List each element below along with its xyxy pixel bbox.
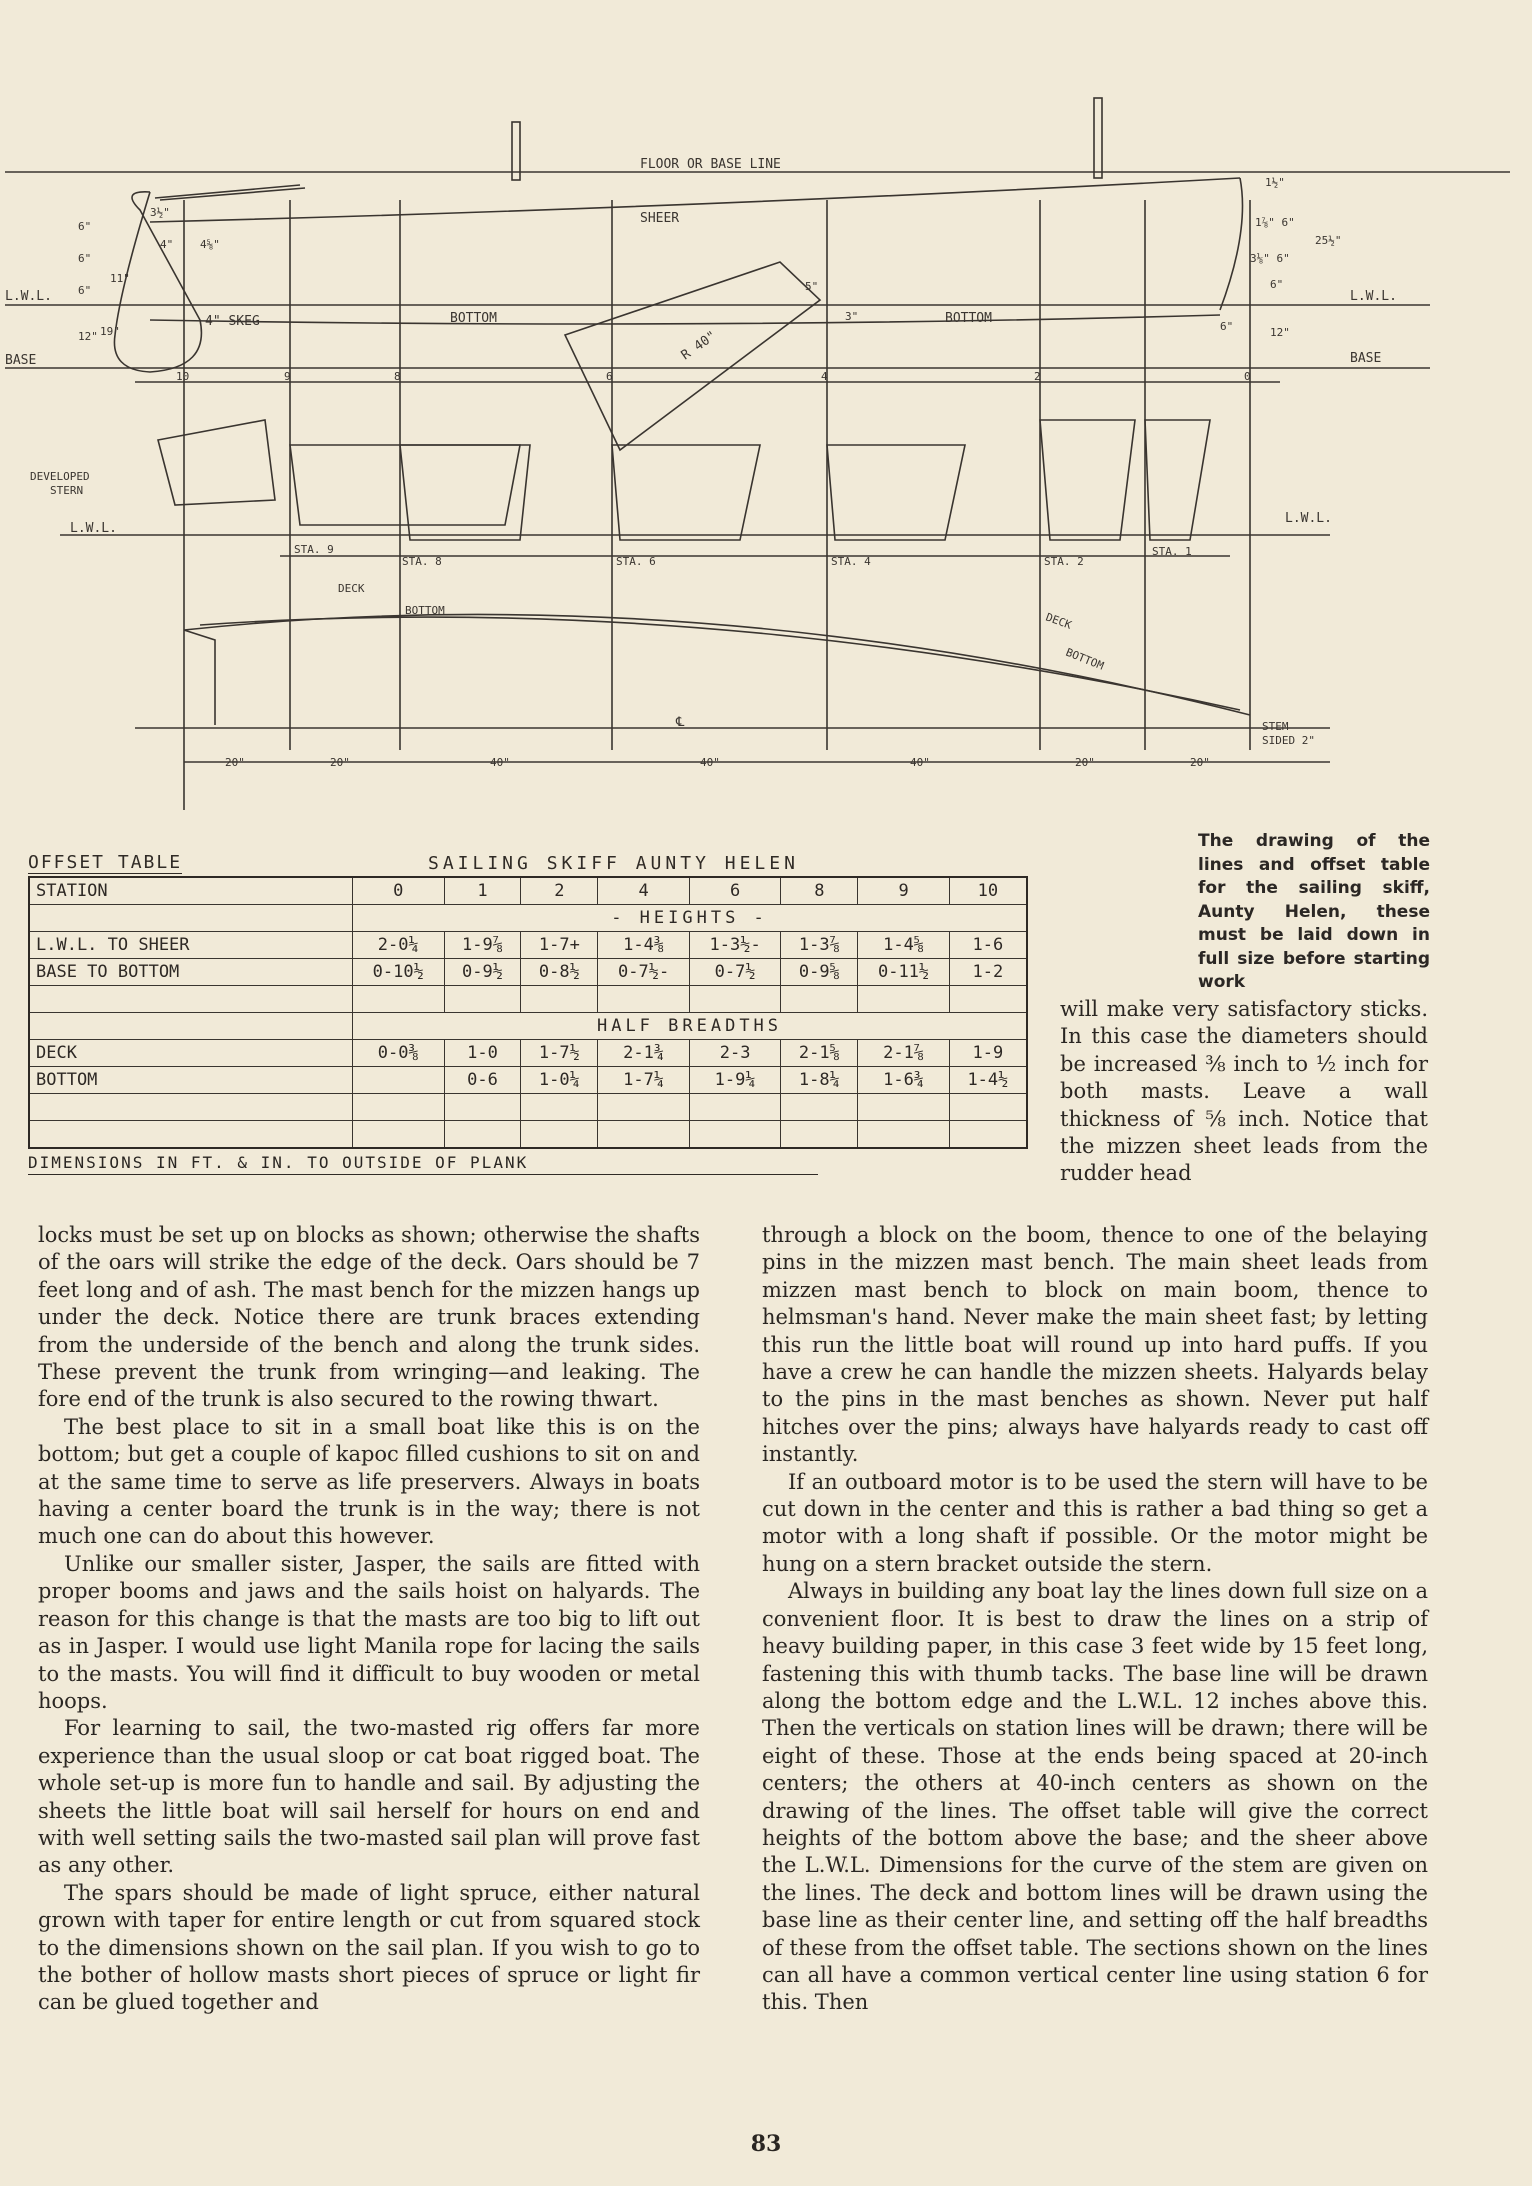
table-cell: 1-3½- (689, 932, 781, 959)
paragraph: The best place to sit in a small boat like this is on the bottom; but get a couple of kapoc filled cushions to sit on and at the same time to serve as life preservers. Always in boats having a center board the trunk is in the way; there is not much one can do about this however. (38, 1414, 700, 1549)
table-cell: 0-7½- (598, 959, 690, 986)
spacing-7: 20" (1190, 756, 1210, 769)
table-header-cell: 0 (353, 877, 445, 905)
label-bottom-aft: BOTTOM (945, 311, 992, 326)
table-cell: 2-3 (689, 1040, 781, 1067)
dim-right-5: 25½" (1315, 234, 1342, 247)
tiller (155, 185, 300, 198)
table-band-row (29, 1013, 1027, 1040)
label-sta1: STA. 1 (1152, 545, 1192, 558)
table-cell: 0-10½ (353, 959, 445, 986)
label-sta2: STA. 2 (1044, 555, 1084, 568)
text-column-narrow (1060, 996, 1428, 1188)
paragraph: locks must be set up on blocks as shown; otherwise the shafts of the oars will strike the edge of the deck. Oars should be 7 feet long and of ash. The mast bench for the mizzen hangs up under the deck. Notice there are trunk braces extending from the underside of the bench and along the trunk sides. These prevent the trunk from wringing—and leaking. The fore end of the trunk is also secured to the rowing thwart. (38, 1223, 700, 1412)
table-cell: 0-8½ (521, 959, 598, 986)
paragraph: The spars should be made of light spruce, either natural grown with taper for entire length or cut from squared stock to the dimensions shown on the sail plan. If you wish to go to the bother of hollow masts short pieces of spruce or light fir can be glued together and (38, 1880, 700, 2015)
dim-left-2: 6" (78, 252, 92, 265)
table-cell: 0-11½ (858, 959, 950, 986)
table-cell: 2-1⅞ (858, 1040, 950, 1067)
offset-table-boat-name: SAILING SKIFF AUNTY HELEN (428, 853, 799, 874)
station-label-2: 2 (1034, 370, 1041, 383)
station-label-10: 10 (176, 370, 190, 383)
table-cell (353, 1067, 445, 1094)
offset-table-block (28, 850, 1028, 1175)
table-cell: 1-8¼ (781, 1067, 858, 1094)
table-cell: 1-9¼ (689, 1067, 781, 1094)
paragraph: through a block on the boom, thence to one of the belaying pins in the mizzen mast bench. The main sheet leads from mizzen mast bench to block on main boom, thence to helmsman's hand. Never make the main sheet fast; by letting this run the little boat will round up into hard puffs. If you have a crew he can handle the mizzen sheets. Halyards belay to the pins in the mast benches as shown. Never put half hitches over the pins; always have halyards ready to cast off instantly. (762, 1223, 1428, 1467)
sheer-line (150, 178, 1240, 222)
label-sheer: SHEER (640, 211, 680, 226)
spacing-6: 20" (1075, 756, 1095, 769)
station-label-8: 8 (394, 370, 401, 383)
section-1 (1145, 420, 1210, 540)
offset-table (28, 876, 1028, 1149)
mizzen-mast-stub (1094, 98, 1102, 178)
table-cell: 0-9⅝ (781, 959, 858, 986)
section-6 (612, 445, 760, 540)
table-header-cell: 9 (858, 877, 950, 905)
offset-table-title: OFFSET TABLE (28, 852, 183, 873)
dim-right-3: 3⅛" 6" (1250, 252, 1290, 265)
station-label-6: 6 (606, 370, 613, 383)
spacing-3: 40" (490, 756, 510, 769)
section-4 (827, 445, 965, 540)
table-blank-row (29, 986, 1027, 1013)
table-cell: 1-4⅝ (858, 932, 950, 959)
dim-right-9: 3" (845, 310, 859, 323)
label-bottom-fwd: BOTTOM (450, 311, 497, 326)
table-cell: 1-4⅜ (598, 932, 690, 959)
table-row (29, 1067, 1027, 1094)
paragraph: Unlike our smaller sister, Jasper, the sails are fitted with proper booms and jaws and the sails hoist on halyards. The reason for this change is that the masts are too big to lift out as in Jasper. I would use light Manila rope for lacing the sails to the masts. You will find it difficult to buy wooden or metal hoops. (38, 1551, 700, 1713)
dim-right-6: 12" (1270, 326, 1290, 339)
label-lwl-left: L.W.L. (5, 289, 52, 304)
dim-right-1: 1½" (1265, 176, 1285, 189)
table-header-cell: 6 (689, 877, 781, 905)
label-bottom-plan: BOTTOM (405, 604, 445, 617)
transom (1220, 178, 1243, 310)
table-row-label: BOTTOM (29, 1067, 353, 1094)
dim-left-9: 3½" (150, 206, 170, 219)
label-body-lwl: L.W.L. (70, 521, 117, 536)
dim-left-6: 4" (160, 238, 174, 251)
table-cell: 2-0¼ (353, 932, 445, 959)
label-sta9: STA. 9 (294, 543, 334, 556)
label-r40: R 40" (678, 328, 720, 364)
table-cell: 1-9 (949, 1040, 1027, 1067)
section-2 (1040, 420, 1135, 540)
half-breadths-band-label: HALF BREADTHS (353, 1013, 1028, 1040)
text-column-right (762, 1222, 1428, 2017)
table-cell: 1-7½ (521, 1040, 598, 1067)
paragraph: will make very satisfactory sticks. In this case the diameters should be increased ⅜ inch to ½ inch for both masts. Leave a wall thickness of ⅝ inch. Notice that the mizzen sheet leads from the rudder head (1060, 997, 1428, 1186)
table-row (29, 959, 1027, 986)
spacing-4: 40" (700, 756, 720, 769)
dim-left-7: 4⅝" (200, 238, 220, 251)
table-cell: 2-1⅝ (781, 1040, 858, 1067)
label-sta6: STA. 6 (616, 555, 656, 568)
heights-band-label: - HEIGHTS - (353, 905, 1028, 932)
label-developed-2: STERN (50, 484, 84, 497)
label-body-lwl-right: L.W.L. (1285, 511, 1332, 526)
label-floor-base-line: FLOOR OR BASE LINE (640, 157, 781, 172)
text-column-left (38, 1222, 700, 2017)
table-cell: 0-6 (444, 1067, 521, 1094)
page-number: 83 (750, 2131, 782, 2157)
table-row (29, 1040, 1027, 1067)
station-label-4: 4 (821, 370, 828, 383)
table-blank-row (29, 1094, 1027, 1121)
table-cell: 0-7½ (689, 959, 781, 986)
spacing-2: 20" (330, 756, 350, 769)
dim-right-8: 5" (805, 280, 819, 293)
label-deck-curve: DECK (1043, 610, 1074, 632)
table-row (29, 932, 1027, 959)
table-cell: 1-3⅞ (781, 932, 858, 959)
dim-left-8: 19" (100, 325, 120, 338)
table-header-cell: 10 (949, 877, 1027, 905)
table-cell: 1-9⅞ (444, 932, 521, 959)
label-sta8: STA. 8 (402, 555, 442, 568)
table-cell: 1-6 (949, 932, 1027, 959)
table-cell: 0-9½ (444, 959, 521, 986)
paragraph: If an outboard motor is to be used the stern will have to be cut down in the center and this is rather a bad thing so get a motor with a long shaft if possible. Or the motor might be hung on a stern bracket outside the stern. (762, 1469, 1428, 1576)
offset-table-heading (28, 850, 1028, 876)
table-header-cell: STATION (29, 877, 353, 905)
dim-right-4: 6" (1270, 278, 1284, 291)
spacing-5: 40" (910, 756, 930, 769)
table-header-cell: 1 (444, 877, 521, 905)
dim-left-4: 12" (78, 330, 98, 343)
table-row-label: DECK (29, 1040, 353, 1067)
paragraph: For learning to sail, the two-masted rig offers far more experience than the usual sloop or cat boat rigged boat. The whole set-up is more fun to handle and sail. By adjusting the sheets the little boat will sail herself for hours on end and with well setting sails the two-masted sail plan will prove fast as any other. (38, 1716, 700, 1878)
table-cell: 1-7+ (521, 932, 598, 959)
lines-drawing (0, 0, 1532, 840)
table-header-row (29, 877, 1027, 905)
label-base-left: BASE (5, 353, 37, 368)
table-cell: 1-2 (949, 959, 1027, 986)
table-cell: 1-7¼ (598, 1067, 690, 1094)
table-row-label: L.W.L. TO SHEER (29, 932, 353, 959)
table-header-cell: 8 (781, 877, 858, 905)
label-skeg: 4" SKEG (205, 314, 260, 329)
dim-left-3: 6" (78, 284, 92, 297)
transom-plan (184, 630, 215, 725)
label-stem-1: STEM (1262, 720, 1289, 733)
paragraph: Always in building any boat lay the lines down full size on a convenient floor. It is best to draw the lines on a strip of heavy building paper, in this case 3 feet wide by 15 feet long, fastening this with thumb tacks. The base line will be drawn along the bottom edge and the L.W.L. 12 inches above this. Then the verticals on station lines will be drawn; there will be eight of these. Those at the ends being spaced at 20-inch centers; the others at 40-inch centers as shown on the drawing of the lines. The offset table will give the correct heights of the bottom above the base; and the sheer above the L.W.L. Dimensions for the curve of the stem are given on the lines. The deck and bottom lines will be drawn using the base line as their center line, and setting off the half breadths of these from the offset table. The sections shown on the lines can all have a common vertical center line using station 6 for this. Then (762, 1579, 1428, 2015)
table-cell: 0-0⅜ (353, 1040, 445, 1067)
bottom-line (150, 315, 1220, 324)
table-cell: 2-1¾ (598, 1040, 690, 1067)
label-lwl-right: L.W.L. (1350, 289, 1397, 304)
figure-caption: The drawing of the lines and offset table for the sailing skiff, Aunty Helen, these must be laid down in full size before starting work (1198, 831, 1430, 992)
dim-left-5: 11" (110, 272, 130, 285)
table-cell: 1-0 (444, 1040, 521, 1067)
station-label-9: 9 (284, 370, 291, 383)
table-blank-row (29, 1121, 1027, 1149)
label-sta4: STA. 4 (831, 555, 871, 568)
dim-right-2: 1⅞" 6" (1255, 216, 1295, 229)
label-centerline: ℄ (676, 715, 685, 730)
dim-right-7: 6" (1220, 320, 1234, 333)
table-cell: 1-4½ (949, 1067, 1027, 1094)
table-header-cell: 2 (521, 877, 598, 905)
dim-left-1: 6" (78, 220, 92, 233)
station-label-0: 0 (1244, 370, 1251, 383)
offset-table-footer: DIMENSIONS IN FT. & IN. TO OUTSIDE OF PLANK (28, 1153, 818, 1175)
developed-stern (158, 420, 275, 505)
label-deck-plan: DECK (338, 582, 365, 595)
table-row-label: BASE TO BOTTOM (29, 959, 353, 986)
table-band-row (29, 905, 1027, 932)
lines-drawing-svg (0, 0, 1532, 840)
spacing-1: 20" (225, 756, 245, 769)
label-bottom-curve: BOTTOM (1063, 645, 1106, 673)
table-cell: 1-6¾ (858, 1067, 950, 1094)
label-developed-1: DEVELOPED (30, 470, 90, 483)
label-stem-2: SIDED 2" (1262, 734, 1315, 747)
tiller-2 (160, 188, 305, 200)
label-base-right: BASE (1350, 351, 1382, 366)
table-cell: 1-0¼ (521, 1067, 598, 1094)
table-header-cell: 4 (598, 877, 690, 905)
